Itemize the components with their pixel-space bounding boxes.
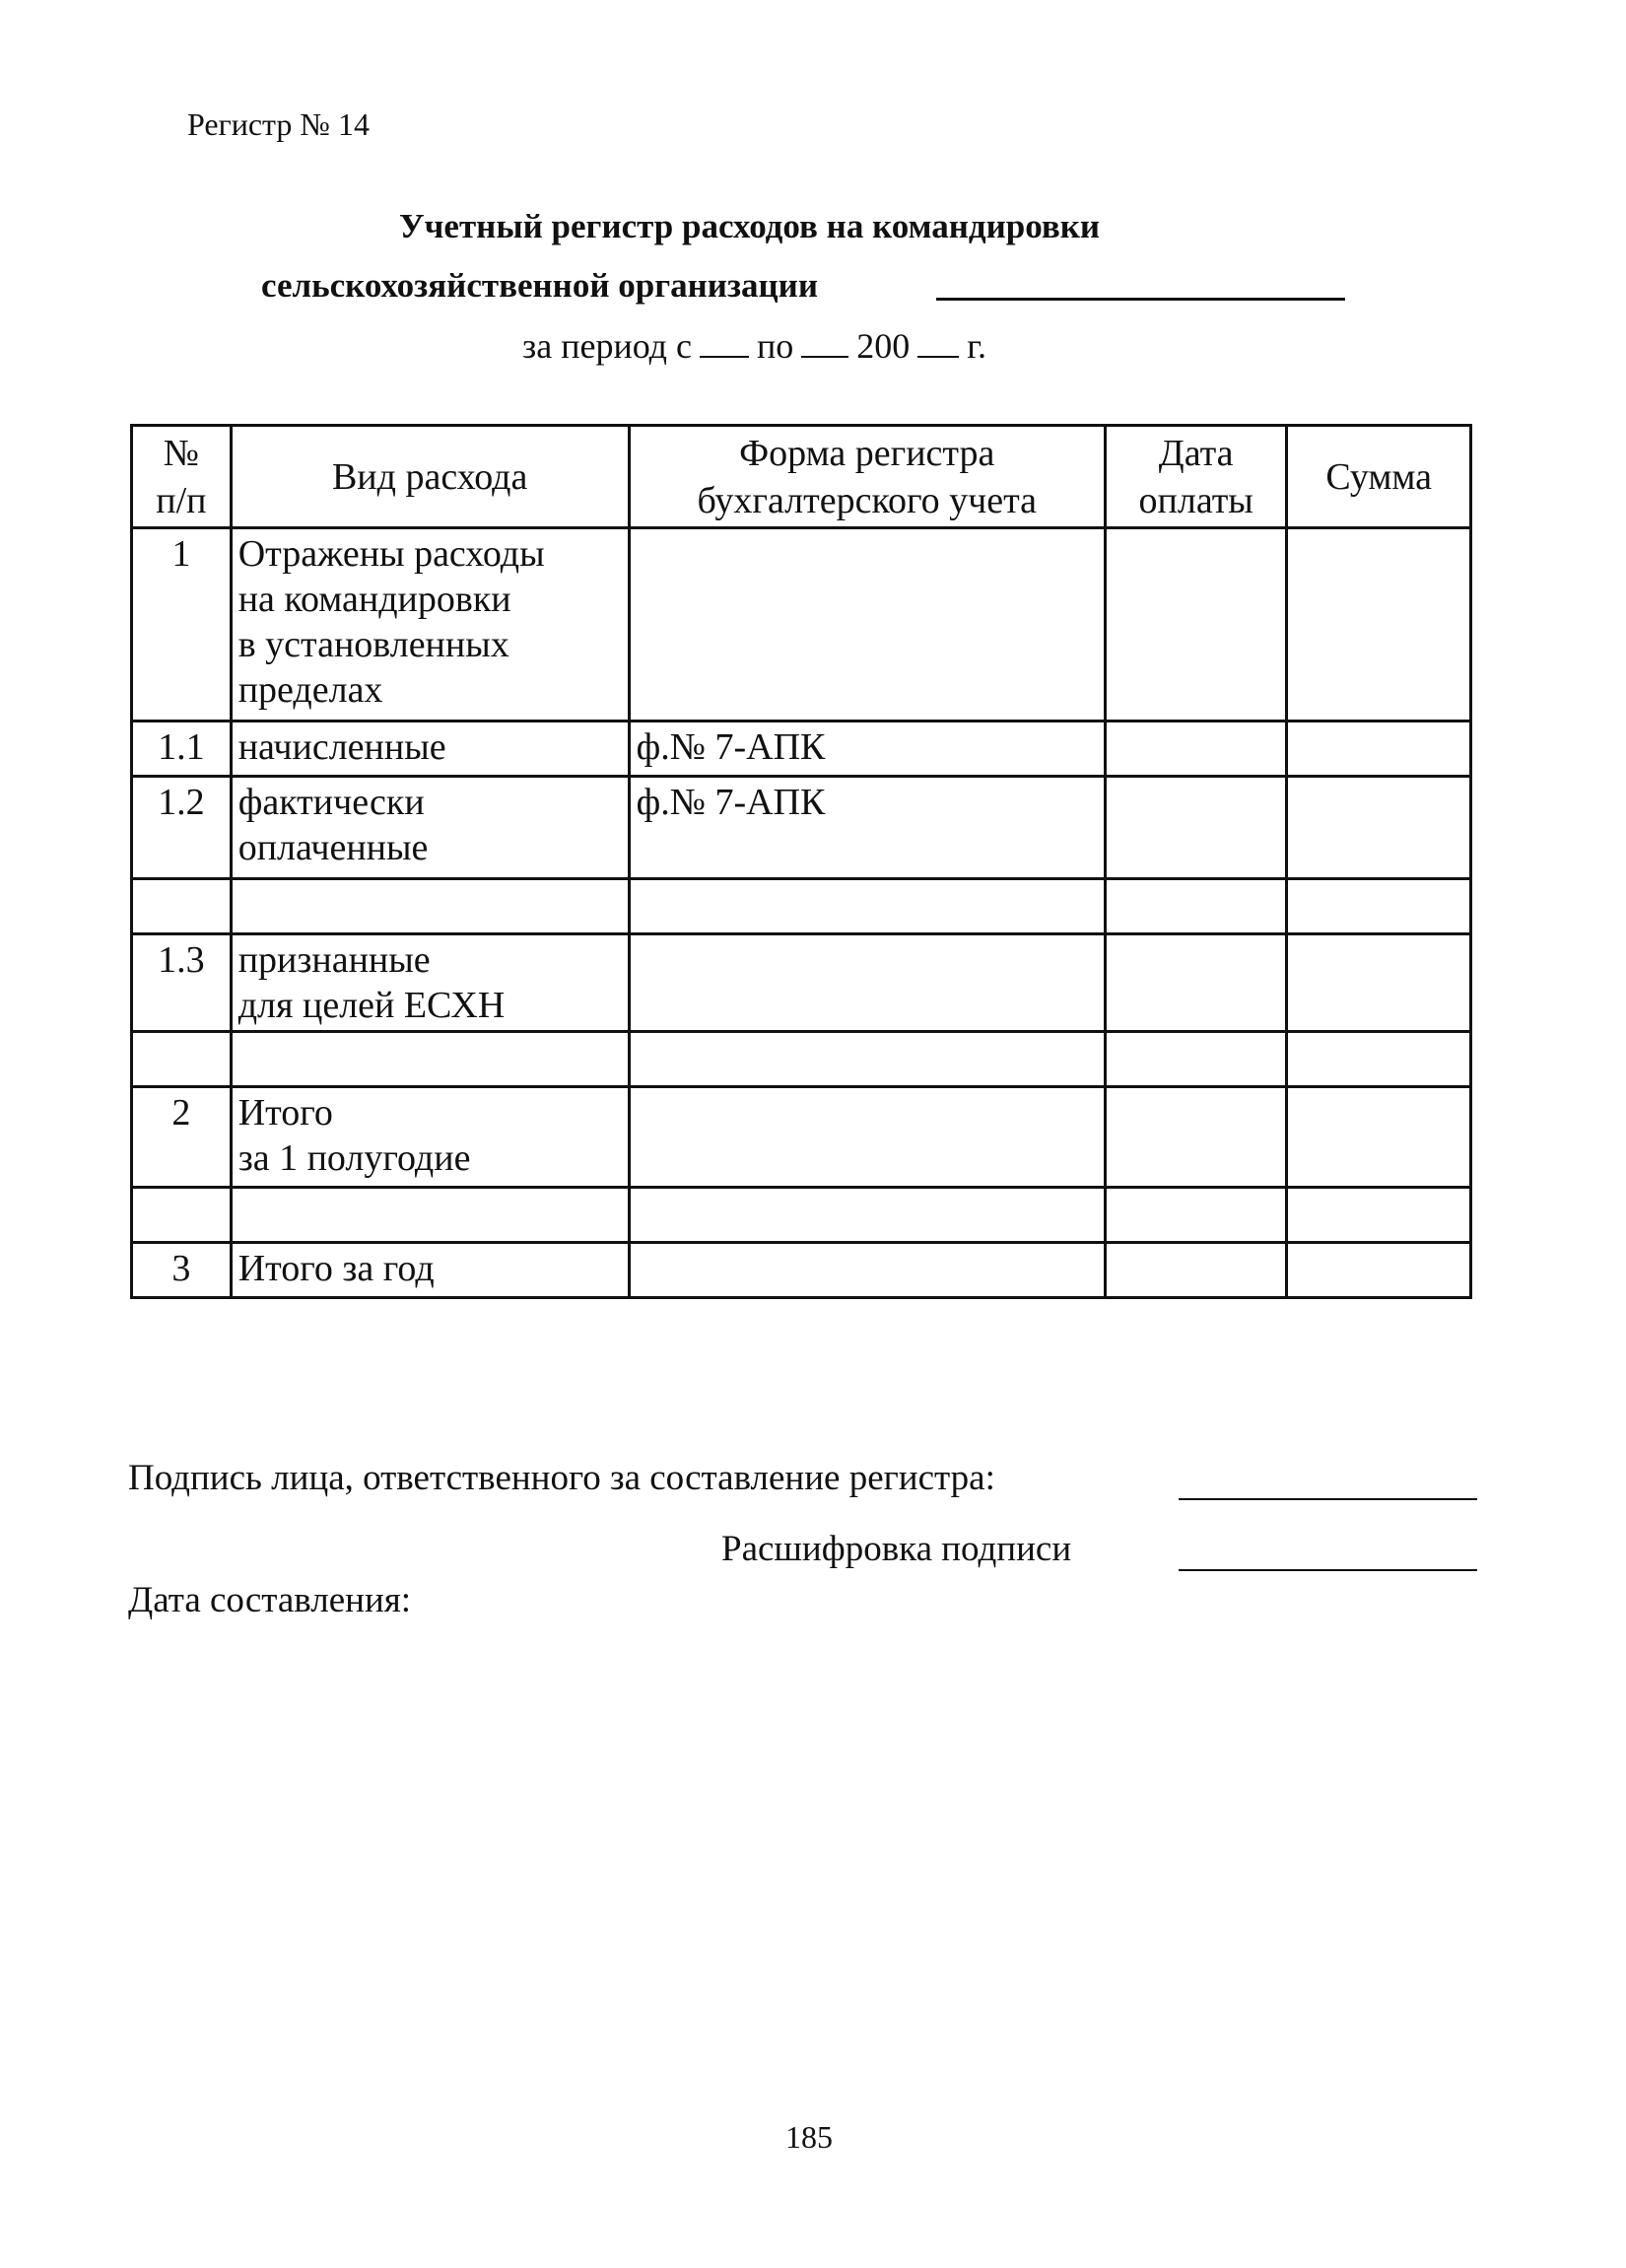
- row-date: [1105, 1243, 1287, 1298]
- table-row: [132, 1243, 1471, 1298]
- expense-register-table: [130, 424, 1472, 1299]
- row-no: 1.3: [132, 934, 232, 1032]
- table-row: [132, 879, 1471, 934]
- period-year: 200: [856, 326, 911, 366]
- row-form: ф.№ 7-АПК: [629, 777, 1105, 879]
- register-number: Регистр № 14: [187, 106, 370, 142]
- row-sum: [1287, 1087, 1471, 1188]
- row-kind: фактически оплаченные: [231, 777, 629, 879]
- period-line: [522, 325, 986, 367]
- period-suffix: г.: [967, 326, 986, 366]
- row-kind: начисленные: [231, 722, 629, 777]
- row-date: [1105, 1087, 1287, 1188]
- table-row: [132, 722, 1471, 777]
- compile-date-label: Дата составления:: [128, 1580, 412, 1620]
- signature-decode-label: Расшифровка подписи: [721, 1529, 1072, 1569]
- row-no: 3: [132, 1243, 232, 1298]
- row-kind: Отражены расходы на командировки в установленных пределах: [231, 528, 629, 722]
- row-sum: [1287, 1243, 1471, 1298]
- row-form: [629, 934, 1105, 1032]
- row-date: [1105, 528, 1287, 722]
- row-date: [1105, 1032, 1287, 1087]
- row-form: [629, 1032, 1105, 1087]
- row-form: [629, 1087, 1105, 1188]
- table-header-row: [132, 426, 1471, 528]
- table-row: [132, 1188, 1471, 1243]
- signature-decode-blank-line[interactable]: [1179, 1569, 1477, 1571]
- table-row: [132, 1087, 1471, 1188]
- header-kind: Вид расхода: [231, 426, 629, 528]
- period-year-blank[interactable]: [917, 355, 959, 358]
- row-sum: [1287, 722, 1471, 777]
- row-form: [629, 528, 1105, 722]
- row-date: [1105, 722, 1287, 777]
- period-to-label: по: [756, 326, 794, 366]
- row-sum: [1287, 934, 1471, 1032]
- table-row: [132, 1032, 1471, 1087]
- row-kind: [231, 879, 629, 934]
- row-date: [1105, 879, 1287, 934]
- document-title: Учетный регистр расходов на командировки: [399, 207, 1101, 245]
- header-form: Форма регистра бухгалтерского учета: [629, 426, 1105, 528]
- period-to-blank[interactable]: [801, 355, 848, 358]
- row-form: [629, 879, 1105, 934]
- row-no: 1: [132, 528, 232, 722]
- row-no: 1.1: [132, 722, 232, 777]
- row-sum: [1287, 1032, 1471, 1087]
- row-kind: [231, 1032, 629, 1087]
- row-kind: [231, 1188, 629, 1243]
- organization-blank-line[interactable]: [936, 298, 1345, 301]
- row-kind: признанные для целей ЕСХН: [231, 934, 629, 1032]
- signature-label: Подпись лица, ответственного за составление регистра:: [128, 1458, 995, 1498]
- signature-blank-line[interactable]: [1179, 1498, 1477, 1500]
- row-kind: Итого за год: [231, 1243, 629, 1298]
- table-row: [132, 934, 1471, 1032]
- row-sum: [1287, 528, 1471, 722]
- row-date: [1105, 777, 1287, 879]
- period-from-blank[interactable]: [700, 355, 749, 358]
- row-form: ф.№ 7-АПК: [629, 722, 1105, 777]
- header-date: Дата оплаты: [1105, 426, 1287, 528]
- header-no: № п/п: [132, 426, 232, 528]
- row-no: 1.2: [132, 777, 232, 879]
- row-form: [629, 1188, 1105, 1243]
- row-date: [1105, 934, 1287, 1032]
- row-no: 2: [132, 1087, 232, 1188]
- row-sum: [1287, 879, 1471, 934]
- document-title-line2: сельскохозяйственной организации: [261, 266, 819, 305]
- row-date: [1105, 1188, 1287, 1243]
- row-no: [132, 1032, 232, 1087]
- row-no: [132, 1188, 232, 1243]
- row-no: [132, 879, 232, 934]
- row-sum: [1287, 777, 1471, 879]
- period-prefix: за период с: [522, 326, 692, 366]
- table-row: [132, 528, 1471, 722]
- row-sum: [1287, 1188, 1471, 1243]
- header-sum: Сумма: [1287, 426, 1471, 528]
- row-form: [629, 1243, 1105, 1298]
- row-kind: Итого за 1 полугодие: [231, 1087, 629, 1188]
- table-row: [132, 777, 1471, 879]
- page-number: 185: [785, 2119, 833, 2155]
